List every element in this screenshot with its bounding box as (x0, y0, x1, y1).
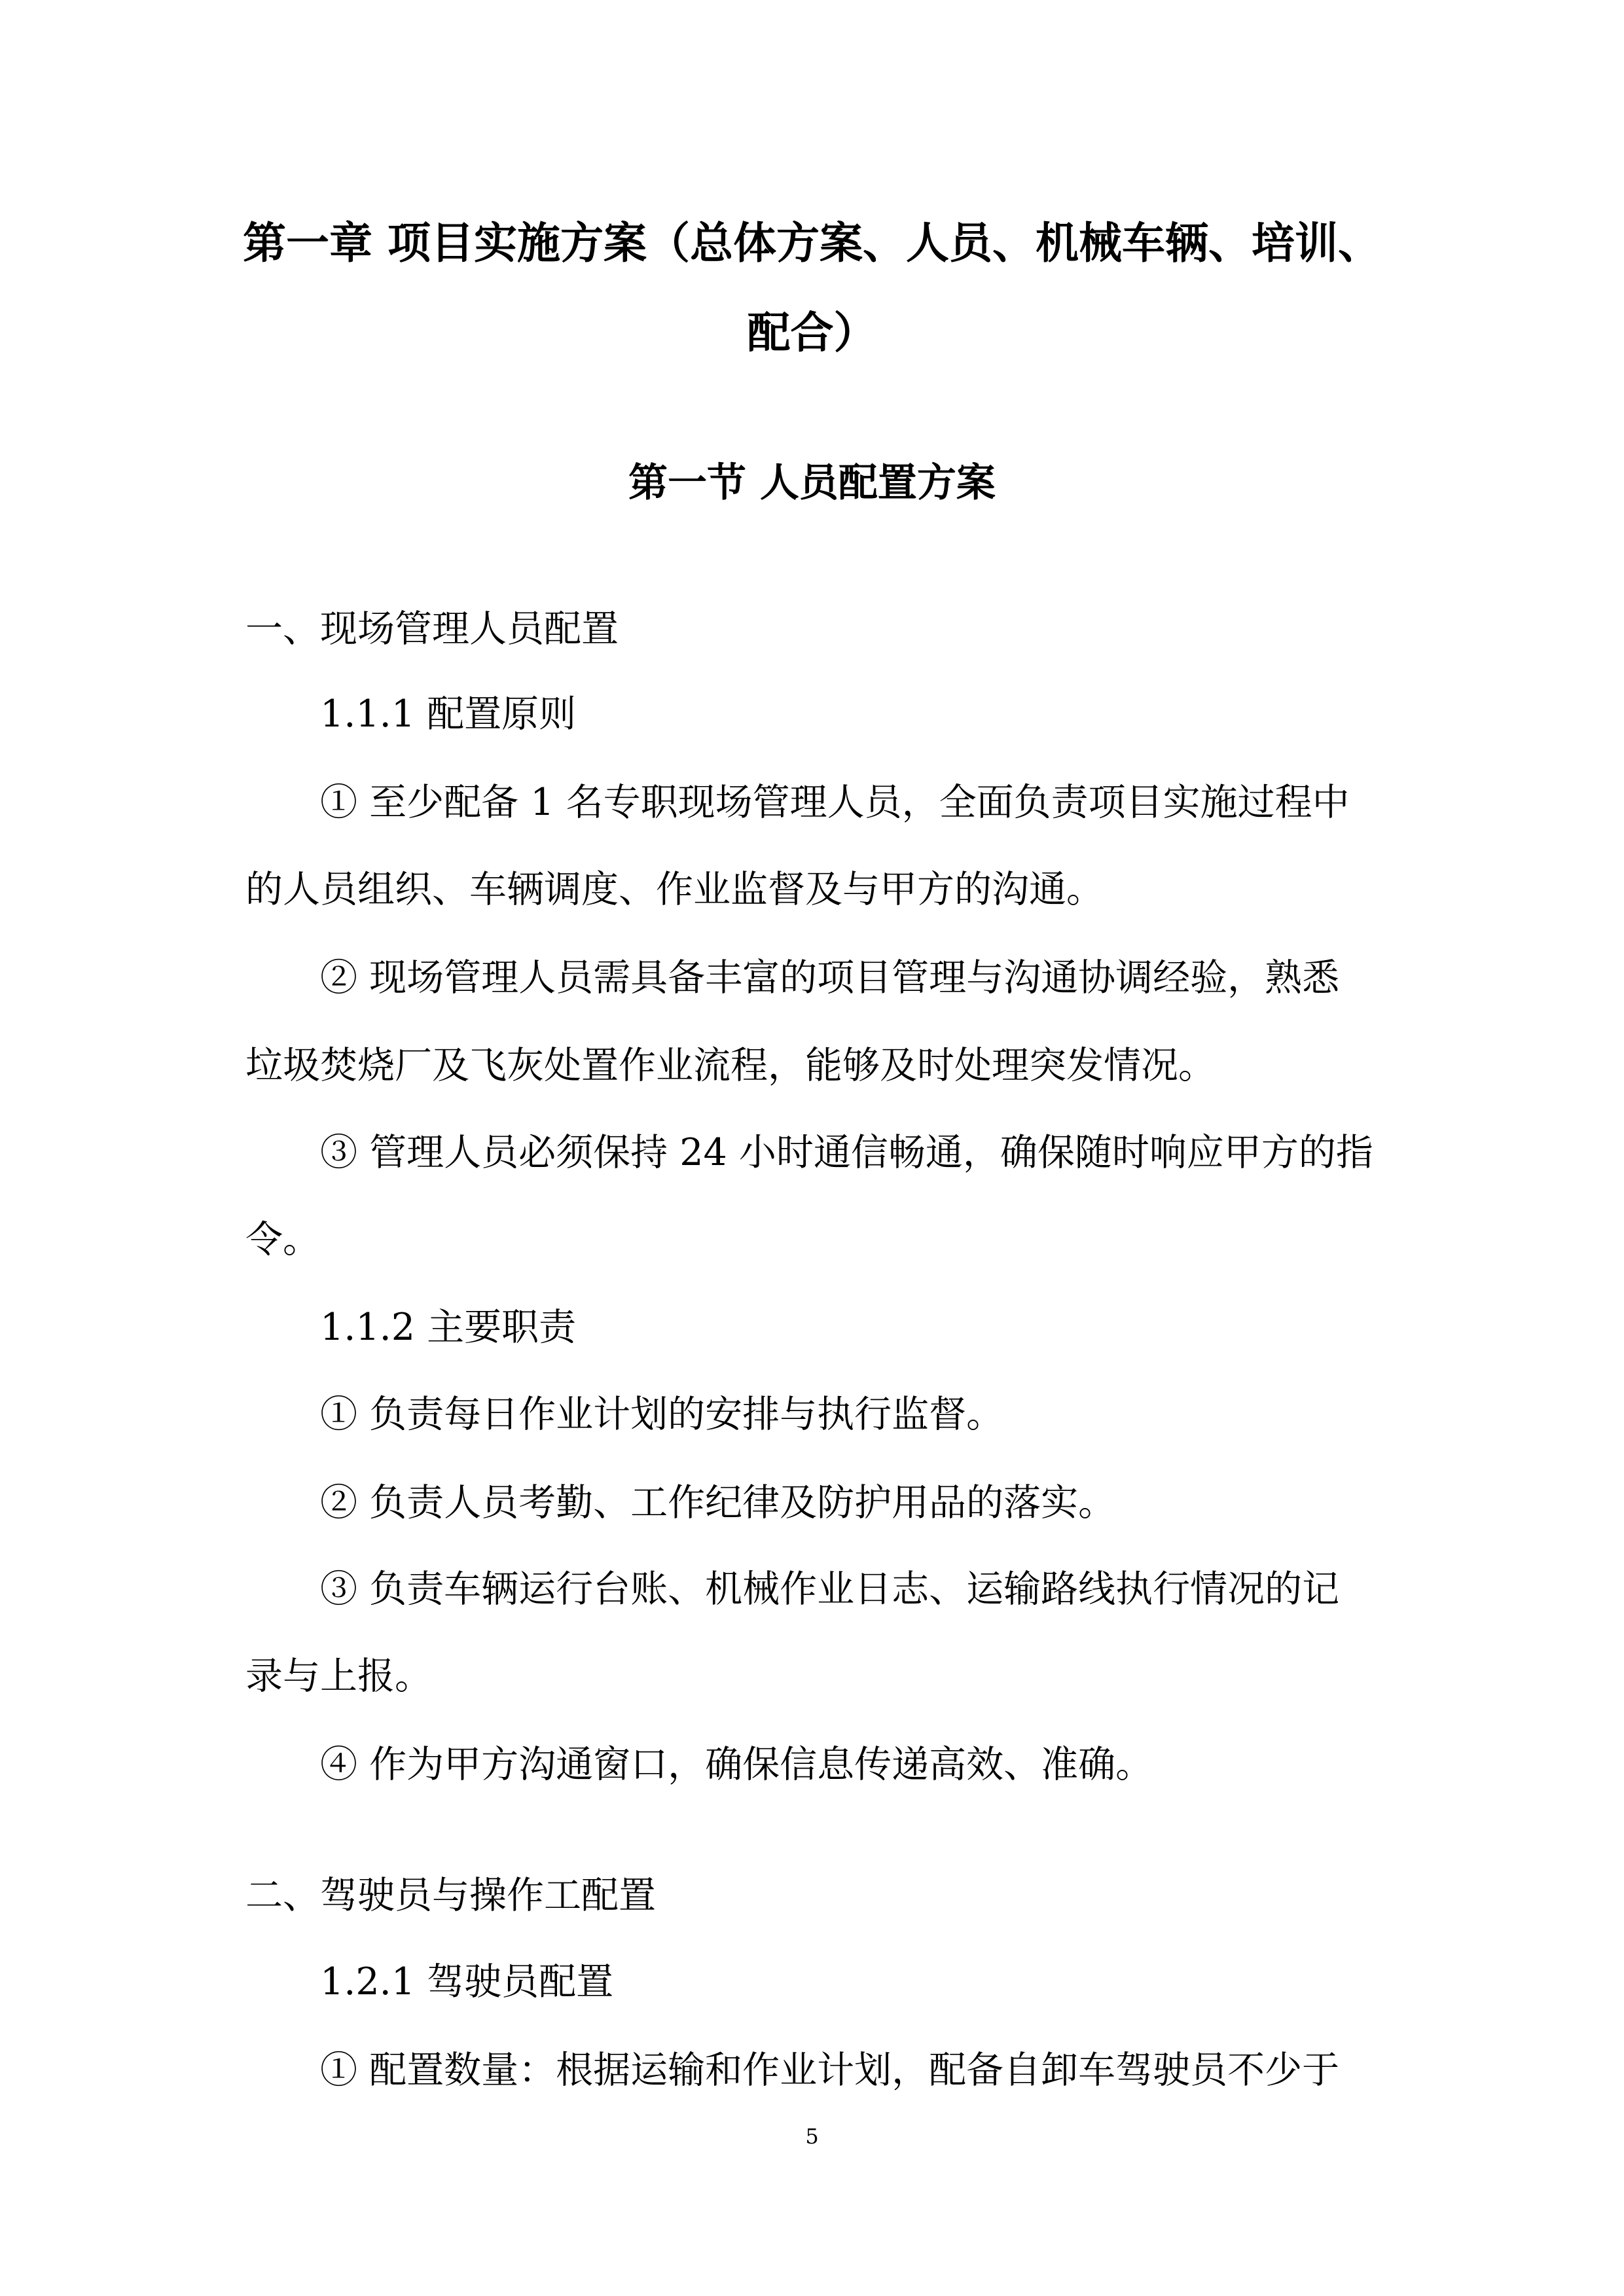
sub112-item1: ① 负责每日作业计划的安排与执行监督。 (320, 1393, 1004, 1436)
sub112-item2: ② 负责人员考勤、工作纪律及防护用品的落实。 (320, 1481, 1116, 1524)
part2-heading: 二、驾驶员与操作工配置 (245, 1874, 656, 1917)
sub111-item3-line2: 令。 (245, 1218, 320, 1261)
sub112-item3-line1: ③ 负责车辆运行台账、机械作业日志、运输路线执行情况的记 (320, 1568, 1340, 1611)
sub112-item4: ④ 作为甲方沟通窗口，确保信息传递高效、准确。 (320, 1743, 1153, 1786)
sub111-item2-line2: 垃圾焚烧厂及飞灰处置作业流程，能够及时处理突发情况。 (245, 1044, 1216, 1087)
sub121-heading: 1.2.1 驾驶员配置 (320, 1960, 614, 2003)
chapter-title-line2: 配合） (747, 308, 877, 358)
page-number: 5 (805, 2124, 819, 2149)
section-title: 第一节 人员配置方案 (628, 460, 996, 506)
sub111-heading: 1.1.1 配置原则 (320, 692, 577, 736)
sub111-item1-line2: 的人员组织、车辆调度、作业监督及与甲方的沟通。 (245, 868, 1104, 911)
sub111-item3-line1: ③ 管理人员必须保持 24 小时通信畅通，确保随时响应甲方的指 (320, 1131, 1373, 1174)
part1-heading: 一、现场管理人员配置 (245, 607, 619, 651)
sub121-item1-line1: ① 配置数量：根据运输和作业计划，配备自卸车驾驶员不少于 (320, 2049, 1340, 2092)
sub111-item1-line1: ① 至少配备 1 名专职现场管理人员，全面负责项目实施过程中 (320, 781, 1350, 824)
sub112-heading: 1.1.2 主要职责 (320, 1306, 577, 1349)
sub112-item3-line2: 录与上报。 (245, 1655, 432, 1698)
chapter-title-line1: 第一章 项目实施方案（总体方案、人员、机械车辆、培训、 (243, 218, 1381, 268)
sub111-item2-line1: ② 现场管理人员需具备丰富的项目管理与沟通协调经验，熟悉 (320, 956, 1340, 999)
